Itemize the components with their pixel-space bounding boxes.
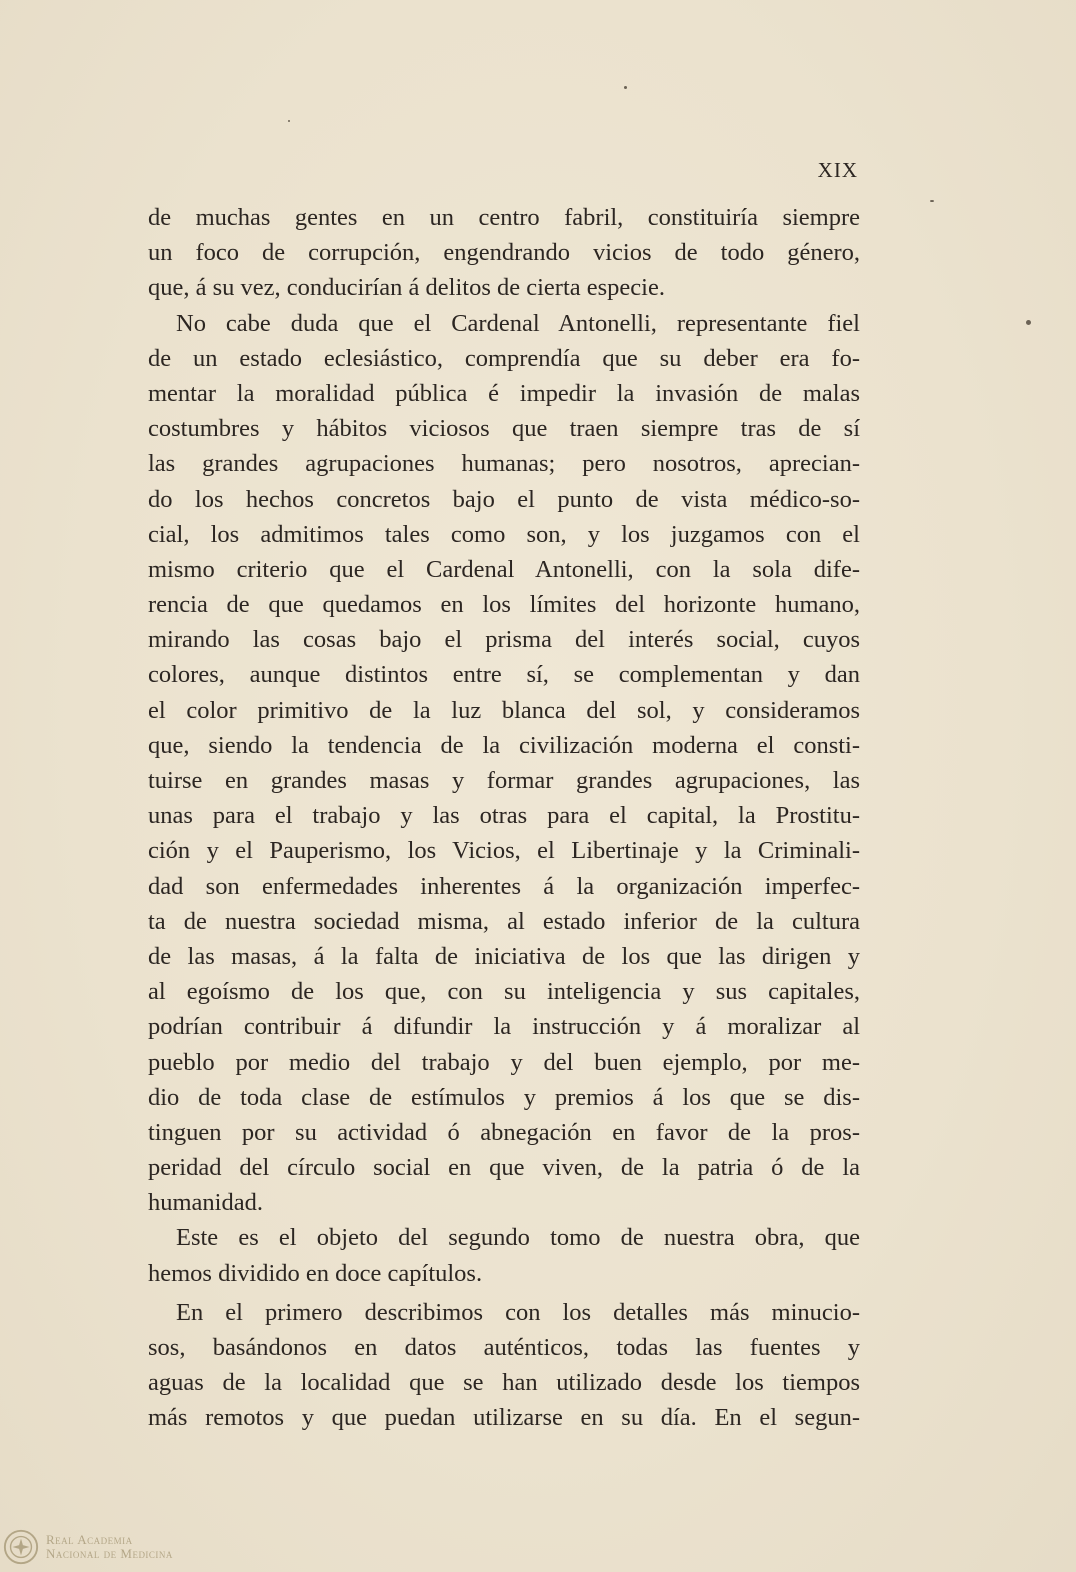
text-line: que, á su vez, conducirían á delitos de cierta especie. — [148, 274, 665, 302]
paper-speck — [288, 120, 290, 122]
stamp-line-2: Nacional de Medicina — [46, 1546, 173, 1561]
text-line: aguas de la localidad que se han utilizado desde los tiempos — [148, 1369, 860, 1397]
text-line: Este es el objeto del segundo tomo de nuestra obra, que — [176, 1224, 860, 1252]
text-line: do los hechos concretos bajo el punto de vista médico-so- — [148, 485, 860, 513]
paper-speck — [1026, 320, 1031, 325]
text-line: colores, aunque distintos entre sí, se complementan y dan — [148, 661, 860, 689]
academy-seal-icon — [2, 1528, 40, 1566]
library-stamp — [2, 1528, 173, 1566]
text-line: dio de toda clase de estímulos y premios á los que se dis- — [148, 1083, 860, 1111]
text-line: las grandes agrupaciones humanas; pero nosotros, aprecian- — [148, 450, 860, 478]
text-line: un foco de corrupción, engendrando vicios de todo género, — [148, 239, 860, 267]
text-line: costumbres y hábitos viciosos que traen siempre tras de sí — [148, 415, 860, 443]
text-line: de muchas gentes en un centro fabril, constituiría siempre — [148, 204, 860, 231]
text-line: dad son enfermedades inherentes á la organización imperfec- — [148, 872, 860, 900]
text-line: más remotos y que puedan utilizarse en su día. En el segun- — [148, 1404, 860, 1432]
text-line: podrían contribuir á difundir la instrucción y á moralizar al — [148, 1013, 860, 1041]
text-line: pueblo por medio del trabajo y del buen ejemplo, por me- — [148, 1048, 860, 1076]
stamp-text — [46, 1533, 173, 1561]
text-line: No cabe duda que el Cardenal Antonelli, representante fiel — [176, 309, 860, 337]
text-line: al egoísmo de los que, con su inteligencia y sus capitales, — [148, 978, 860, 1006]
text-line: el color primitivo de la luz blanca del sol, y consideramos — [148, 696, 860, 724]
text-line: tuirse en grandes masas y formar grandes agrupaciones, las — [148, 767, 860, 794]
text-line: mentar la moralidad pública é impedir la invasión de malas — [148, 379, 860, 407]
text-line: unas para el trabajo y las otras para el capital, la Prostitu- — [148, 802, 860, 830]
text-line: cial, los admitimos tales como son, y los juzgamos con el — [148, 520, 860, 548]
paper-speck — [930, 200, 934, 202]
paper-speck — [624, 86, 627, 89]
text-line: mirando las cosas bajo el prisma del interés social, cuyos — [148, 626, 860, 654]
text-line: hemos dividido en doce capítulos. — [148, 1259, 483, 1287]
text-line: tinguen por su actividad ó abnegación en favor de la pros- — [148, 1118, 860, 1146]
text-line: ta de nuestra sociedad misma, al estado inferior de la cultura — [148, 907, 860, 935]
stamp-line-1: Real Academia — [46, 1532, 133, 1547]
text-line: En el primero describimos con los detalles más minucio- — [176, 1298, 860, 1326]
text-line: ción y el Pauperismo, los Vicios, el Libertinaje y la Criminali- — [148, 837, 860, 865]
text-line: de las masas, á la falta de iniciativa de los que las dirigen y — [148, 942, 860, 970]
text-line: de un estado eclesiástico, comprendía que su deber era fo- — [148, 344, 860, 372]
page-number: XIX — [817, 158, 858, 182]
text-line: mismo criterio que el Cardenal Antonelli, con la sola dife- — [148, 555, 860, 583]
text-line: sos, basándonos en datos auténticos, todas las fuentes y — [148, 1334, 860, 1361]
body-text — [148, 200, 860, 1436]
text-line: peridad del círculo social en que viven, de la patria ó de la — [148, 1154, 860, 1182]
text-line: que, siendo la tendencia de la civilización moderna el consti- — [148, 731, 860, 759]
text-line: humanidad. — [148, 1189, 263, 1217]
text-line: rencia de que quedamos en los límites del horizonte humano, — [148, 591, 860, 619]
